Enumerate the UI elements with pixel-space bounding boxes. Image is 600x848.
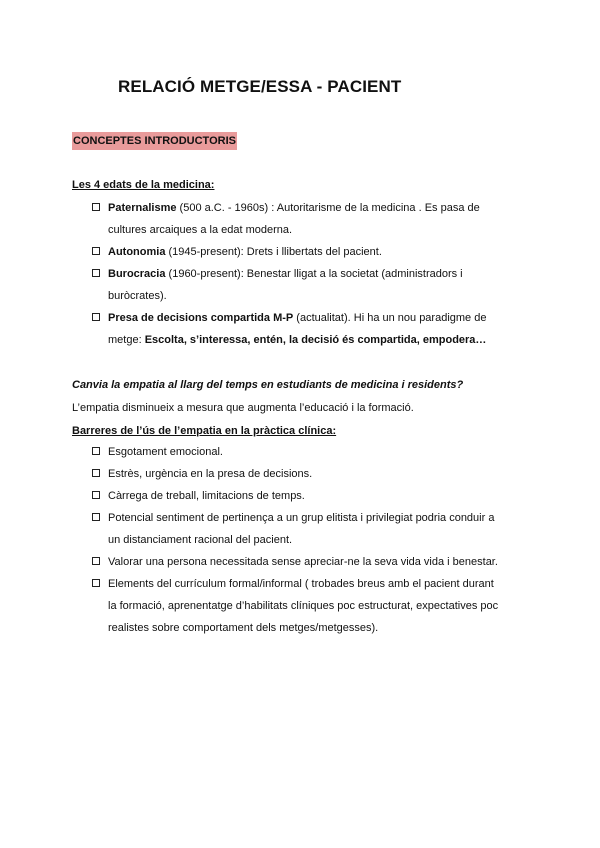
list-item	[91, 307, 531, 351]
item-text: realistes sobre comportament dels metges/metgesses).	[108, 622, 379, 634]
list-item	[91, 573, 531, 639]
checkbox-icon	[92, 269, 100, 277]
item-term: Burocracia	[108, 268, 166, 280]
barriers-list	[91, 441, 531, 639]
item-text: la formació, aprenentatge d’habilitats clíniques poc estructurat, expectatives poc	[108, 600, 499, 612]
ages-list	[91, 197, 531, 351]
item-text: (1960-present): Benestar lligat a la societat (administradors i	[165, 268, 463, 280]
checkbox-icon	[92, 557, 100, 565]
question-text: Canvia la empatia al llarg del temps en estudiants de medicina i residents?	[72, 379, 464, 391]
checkbox-icon	[92, 447, 100, 455]
item-text: Elements del currículum formal/informal ( trobades breus amb el pacient durant	[108, 578, 494, 590]
item-term: Paternalisme	[108, 202, 177, 214]
barriers-heading: Barreres de l’ús de l’empatia en la pràctica clínica:	[72, 425, 337, 437]
list-item	[91, 241, 531, 263]
list-item	[91, 507, 531, 551]
checkbox-icon	[92, 469, 100, 477]
list-item	[91, 263, 531, 307]
item-text: Potencial sentiment de pertinença a un grup elitista i privilegiat podria conduir a	[108, 512, 495, 524]
item-text: Càrrega de treball, limitacions de temps.	[108, 490, 305, 502]
item-text: un distanciament racional del pacient.	[108, 534, 293, 546]
checkbox-icon	[92, 313, 100, 321]
item-text: cultures arcaiques a la edat moderna.	[108, 224, 293, 236]
checkbox-icon	[92, 513, 100, 521]
list-item	[91, 197, 531, 241]
item-text-bold: Escolta, s’interessa, entén, la decisió és compartida, empodera…	[144, 334, 487, 346]
ages-heading: Les 4 edats de la medicina:	[72, 179, 215, 191]
list-item	[91, 441, 531, 463]
section-heading-highlighted: CONCEPTES INTRODUCTORIS	[72, 132, 237, 150]
checkbox-icon	[92, 579, 100, 587]
item-text: metge:	[108, 334, 145, 346]
list-item	[91, 485, 531, 507]
item-text: (1945-present): Drets i llibertats del pacient.	[165, 246, 382, 258]
item-text: (actualitat). Hi ha un nou paradigme de	[293, 312, 487, 324]
list-item	[91, 551, 531, 573]
item-text: Valorar una persona necessitada sense apreciar-ne la seva vida vida i benestar.	[108, 556, 498, 568]
checkbox-icon	[92, 247, 100, 255]
checkbox-icon	[92, 203, 100, 211]
item-text: buròcrates).	[108, 290, 167, 302]
item-text: Esgotament emocional.	[108, 446, 223, 458]
checkbox-icon	[92, 491, 100, 499]
page-title: RELACIÓ METGE/ESSA - PACIENT	[118, 77, 402, 96]
answer-text: L’empatia disminueix a mesura que augmenta l’educació i la formació.	[72, 402, 414, 414]
item-term: Presa de decisions compartida M-P	[108, 312, 294, 324]
list-item	[91, 463, 531, 485]
item-term: Autonomia	[108, 246, 166, 258]
item-text: Estrès, urgència en la presa de decisions.	[108, 468, 313, 480]
item-text: (500 a.C. - 1960s) : Autoritarisme de la medicina . Es pasa de	[176, 202, 480, 214]
